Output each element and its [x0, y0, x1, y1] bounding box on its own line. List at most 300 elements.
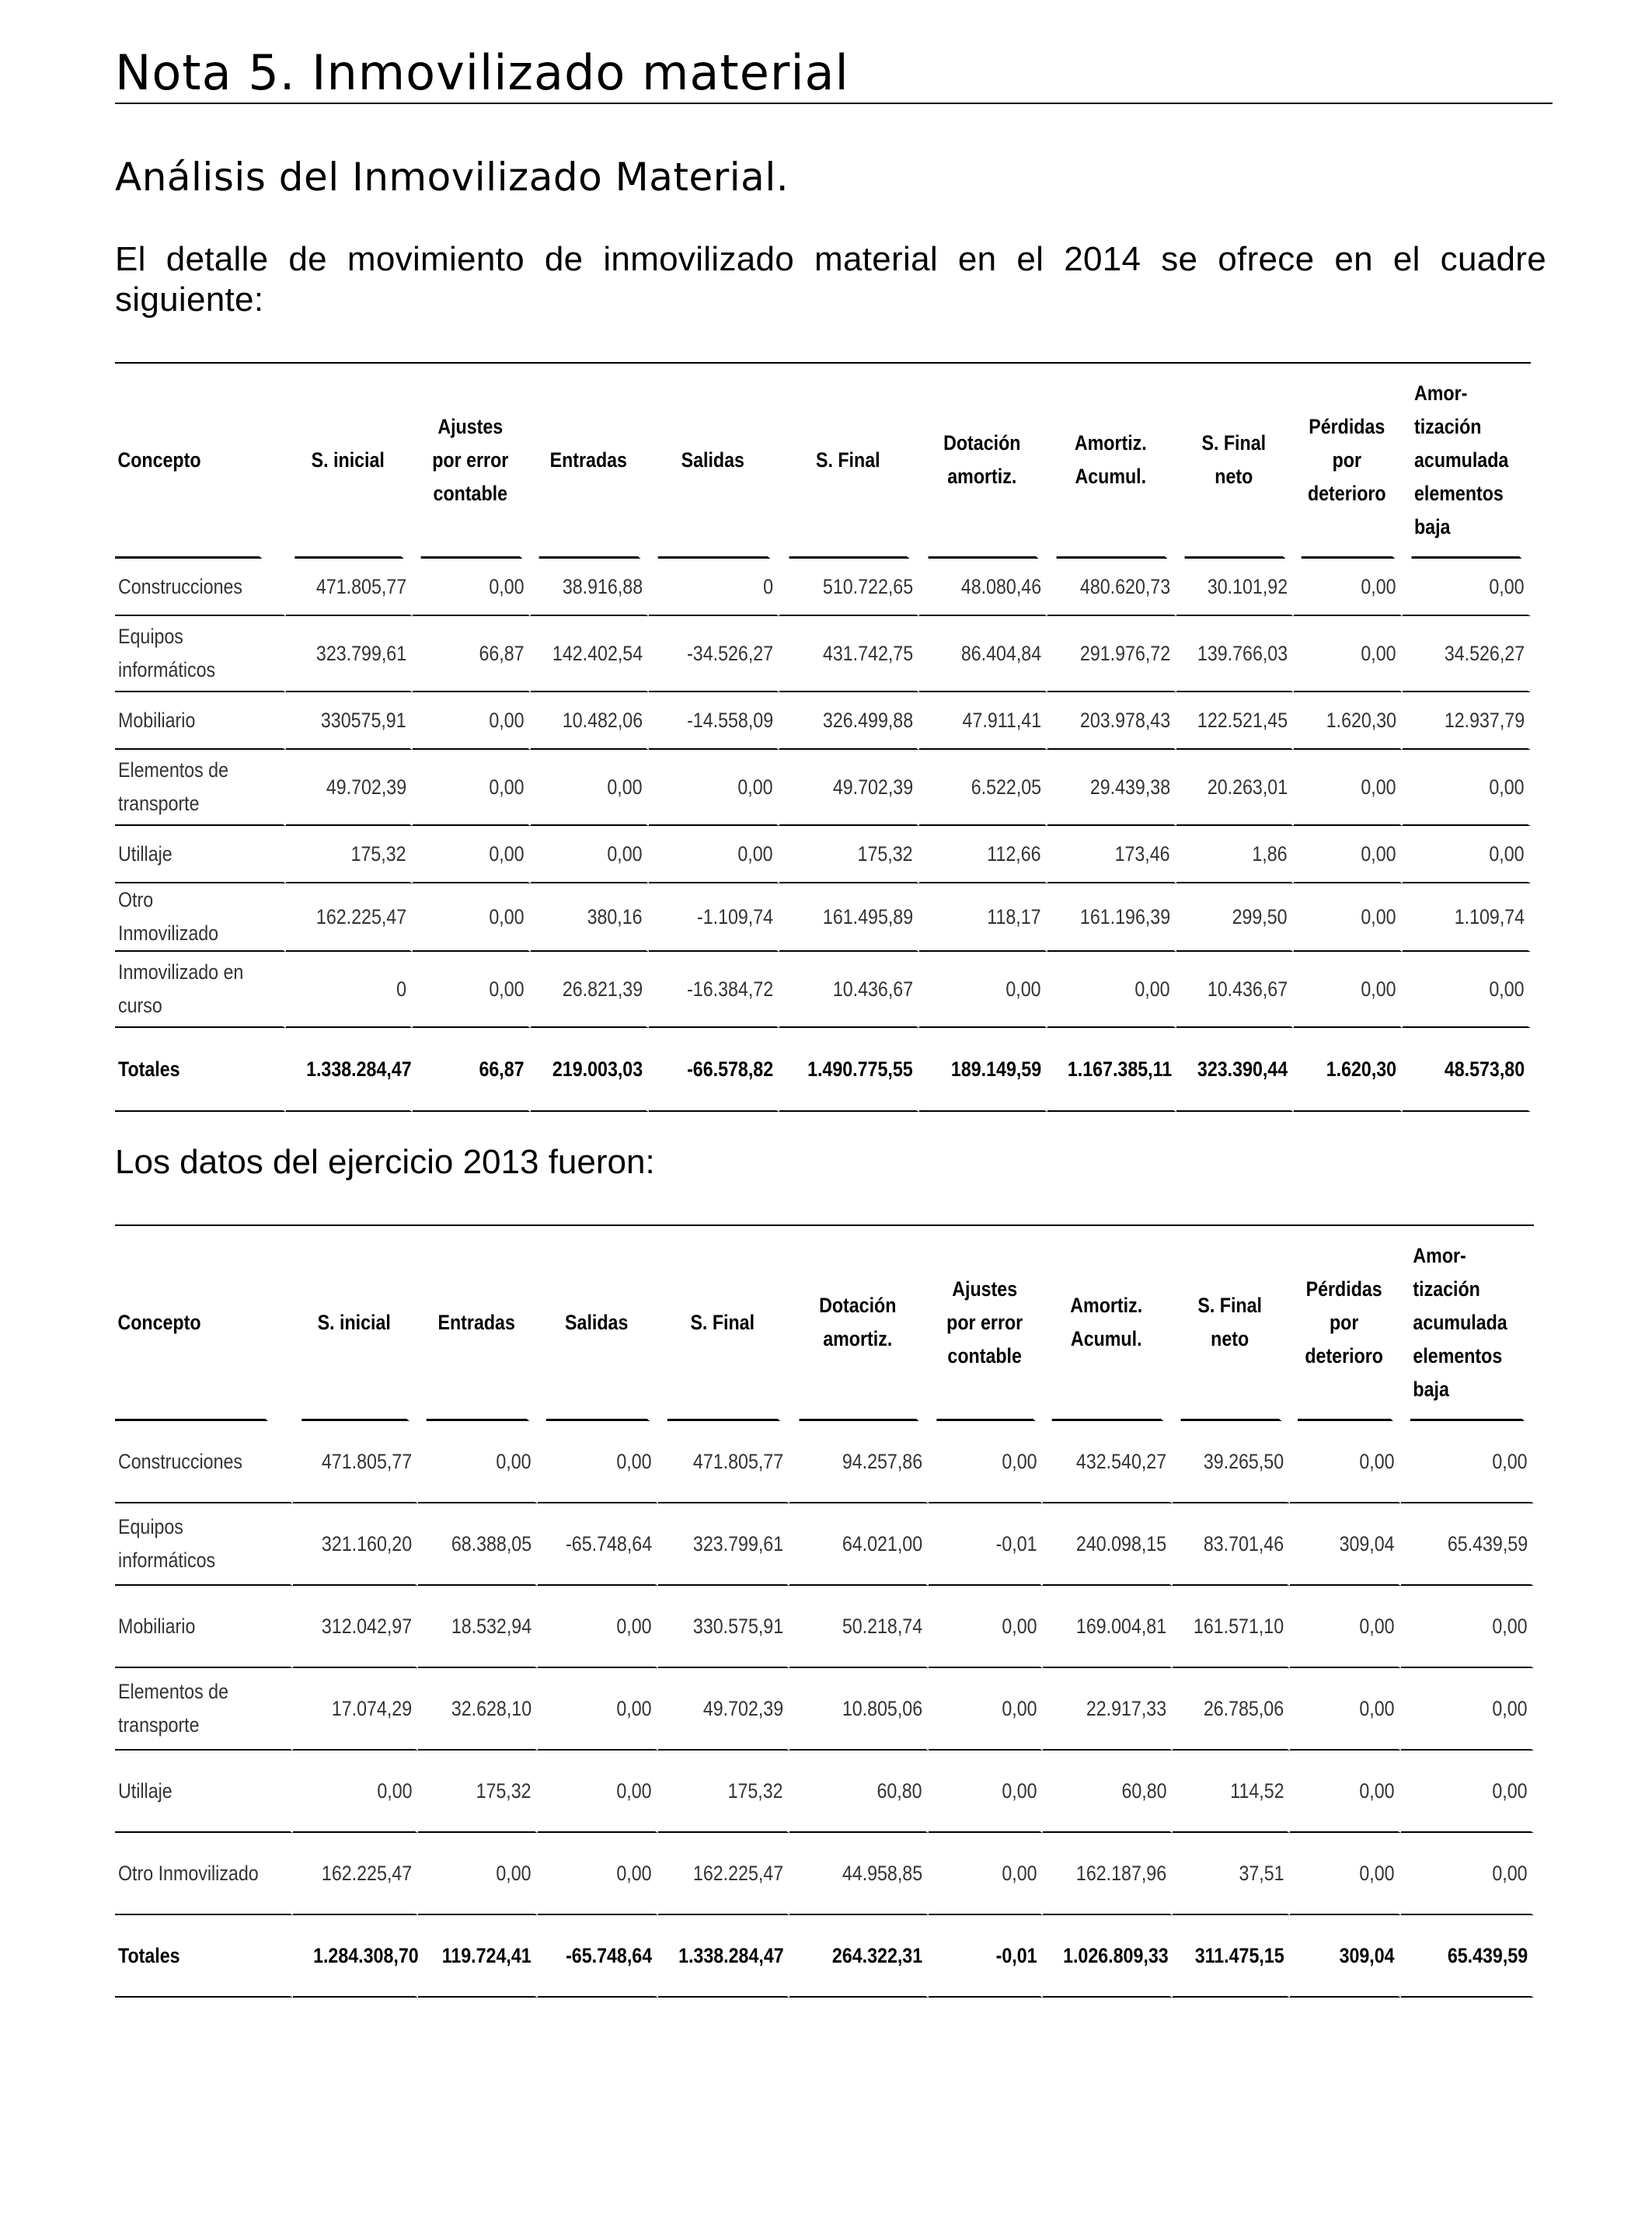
column-header: Concepto [115, 364, 262, 559]
cell-value: 264.322,31 [831, 1943, 922, 1967]
cell-value: 0,00 [616, 1449, 652, 1473]
cell-value: 10.805,06 [842, 1696, 922, 1720]
value-cell [1173, 1421, 1290, 1503]
value-cell [1294, 559, 1403, 616]
cell-value: 0,00 [1492, 1449, 1528, 1473]
value-cell [1173, 1586, 1290, 1668]
cell-value: 0,00 [1002, 1614, 1037, 1638]
value-cell [789, 1915, 929, 1998]
value-cell [919, 559, 1047, 616]
value-cell [1176, 750, 1294, 826]
value-cell [1047, 883, 1176, 952]
row-label-cell [115, 1915, 293, 1998]
cell-value: 323.799,61 [315, 641, 406, 665]
column-header: Entradas [427, 1226, 529, 1421]
value-cell [1043, 1421, 1173, 1503]
table-2013-body [115, 1421, 1534, 1998]
intro-paragraph-2013: Los datos del ejercicio 2013 fueron: [115, 1143, 655, 1181]
cell-value: 0 [396, 977, 406, 1001]
cell-value: 49.702,39 [702, 1696, 783, 1720]
value-cell [929, 1503, 1044, 1586]
cell-value: 122.521,45 [1197, 708, 1288, 732]
value-cell [929, 1833, 1044, 1915]
cell-value: 480.620,73 [1079, 574, 1170, 598]
cell-value: 119.724,41 [442, 1943, 531, 1967]
value-cell [1401, 1668, 1534, 1751]
cell-value: 219.003,03 [552, 1057, 643, 1081]
row-label: Mobiliario [118, 708, 196, 732]
value-cell [286, 1028, 413, 1112]
cell-value: 0,00 [1492, 1614, 1528, 1638]
cell-value: 0,00 [1492, 1778, 1528, 1803]
cell-value: 321.160,20 [321, 1531, 413, 1555]
value-cell [919, 1028, 1047, 1112]
cell-value: 323.390,44 [1197, 1057, 1288, 1081]
value-cell [929, 1586, 1044, 1668]
value-cell [929, 1915, 1044, 1998]
cell-value: 0,00 [607, 775, 643, 799]
value-cell [1173, 1833, 1290, 1915]
value-cell [1047, 826, 1176, 883]
cell-value: 22.917,33 [1086, 1696, 1167, 1720]
value-cell [649, 883, 779, 952]
row-label: Equipos informáticos [118, 1515, 216, 1572]
value-cell [779, 826, 919, 883]
cell-value: 0,00 [1005, 977, 1041, 1001]
cell-value: 0,00 [1361, 841, 1396, 866]
value-cell [1290, 1751, 1401, 1833]
value-cell [1043, 1586, 1173, 1668]
value-cell [1403, 952, 1531, 1028]
cell-value: 6.522,05 [971, 775, 1041, 799]
value-cell [538, 1503, 658, 1586]
cell-value: 68.388,05 [451, 1531, 531, 1555]
cell-value: 86.404,84 [960, 641, 1041, 665]
value-cell [293, 1915, 418, 1998]
value-cell [1047, 750, 1176, 826]
table-row [115, 1668, 1534, 1751]
cell-value: 30.101,92 [1207, 574, 1288, 598]
column-header: Salidas [658, 364, 770, 559]
cell-value: 162.225,47 [692, 1861, 783, 1885]
cell-value: 175,32 [476, 1778, 531, 1803]
cell-value: 240.098,15 [1076, 1531, 1167, 1555]
value-cell [779, 952, 919, 1028]
cell-value: 0,00 [1361, 574, 1396, 598]
value-cell [779, 883, 919, 952]
row-label: Elementos de transporte [118, 1680, 228, 1737]
cell-value: 311.475,15 [1194, 1943, 1284, 1967]
row-label: Mobiliario [118, 1614, 196, 1638]
row-label-cell [115, 1833, 293, 1915]
column-header: Ajustes por error contable [936, 1226, 1035, 1421]
value-cell [1401, 1503, 1534, 1586]
value-cell [658, 1503, 789, 1586]
cell-value: 94.257,86 [842, 1449, 922, 1473]
value-cell [1043, 1503, 1173, 1586]
cell-value: -65.748,64 [565, 1943, 652, 1967]
row-label-cell [115, 559, 286, 616]
value-cell [531, 952, 649, 1028]
value-cell [531, 883, 649, 952]
value-cell [538, 1668, 658, 1751]
value-cell [1043, 1668, 1173, 1751]
table-row [115, 826, 1531, 883]
value-cell [789, 1586, 929, 1668]
column-header: Amor-tización acumulada elementos baja [1410, 1226, 1525, 1421]
value-cell [1047, 952, 1176, 1028]
table-row [115, 883, 1531, 952]
value-cell [418, 1668, 538, 1751]
cell-value: 161.495,89 [822, 904, 913, 928]
cell-value: 471.805,77 [315, 574, 406, 598]
row-label-cell [115, 1028, 286, 1112]
value-cell [779, 750, 919, 826]
column-header: S. Final [789, 364, 910, 559]
value-cell [1290, 1586, 1401, 1668]
cell-value: 37,51 [1239, 1861, 1284, 1885]
value-cell [649, 559, 779, 616]
value-cell [1294, 826, 1403, 883]
cell-value: 175,32 [727, 1778, 783, 1803]
value-cell [1403, 692, 1531, 750]
cell-value: 161.196,39 [1079, 904, 1170, 928]
row-label-cell [115, 1751, 293, 1833]
cell-value: 26.821,39 [562, 977, 643, 1001]
value-cell [919, 750, 1047, 826]
value-cell [413, 559, 531, 616]
value-cell [1401, 1833, 1534, 1915]
value-cell [1047, 1028, 1176, 1112]
column-header: Entradas [539, 364, 641, 559]
value-cell [929, 1668, 1044, 1751]
cell-value: 112,66 [987, 841, 1041, 866]
value-cell [1401, 1915, 1534, 1998]
cell-value: 169.004,81 [1076, 1614, 1167, 1638]
table-2013 [115, 1225, 1534, 1998]
value-cell [538, 1421, 658, 1503]
cell-value: 26.785,06 [1203, 1696, 1284, 1720]
cell-value: 118,17 [987, 904, 1041, 928]
page-title: Nota 5. Inmovilizado material [115, 44, 1553, 104]
row-label: Totales [118, 1943, 180, 1967]
value-cell [286, 883, 413, 952]
cell-value: 471.805,77 [321, 1449, 413, 1473]
value-cell [1176, 559, 1294, 616]
column-header: Dotación amortiz. [799, 1226, 918, 1421]
value-cell [649, 1028, 779, 1112]
cell-value: 0,00 [737, 841, 773, 866]
value-cell [779, 1028, 919, 1112]
cell-value: 64.021,00 [842, 1531, 922, 1555]
cell-value: 0,00 [376, 1778, 413, 1803]
value-cell [418, 1751, 538, 1833]
cell-value: 0,00 [1361, 775, 1396, 799]
cell-value: 0,00 [1492, 1861, 1528, 1885]
value-cell [286, 952, 413, 1028]
table-row [115, 1503, 1534, 1586]
value-cell [929, 1421, 1044, 1503]
row-label-cell [115, 1421, 293, 1503]
value-cell [1043, 1915, 1173, 1998]
row-label: Otro Inmovilizado [118, 888, 219, 945]
value-cell [1403, 1028, 1531, 1112]
cell-value: 0,00 [1361, 977, 1396, 1001]
value-cell [919, 616, 1047, 692]
value-cell [1294, 883, 1403, 952]
table-row [115, 952, 1531, 1028]
cell-value: 142.402,54 [552, 641, 643, 665]
cell-value: 291.976,72 [1079, 641, 1170, 665]
column-header: Pérdidas por deterioro [1298, 1226, 1393, 1421]
cell-value: 189.149,59 [950, 1057, 1041, 1081]
cell-value: 330575,91 [321, 708, 406, 732]
cell-value: 66,87 [479, 1057, 525, 1081]
table-2014 [115, 362, 1531, 1112]
cell-value: 0,00 [496, 1861, 531, 1885]
value-cell [413, 750, 531, 826]
cell-value: 44.958,85 [842, 1861, 922, 1885]
cell-value: 0,00 [1359, 1696, 1395, 1720]
cell-value: 323.799,61 [692, 1531, 783, 1555]
cell-value: 0,00 [496, 1449, 531, 1473]
totals-row [115, 1915, 1534, 1998]
value-cell [293, 1833, 418, 1915]
value-cell [779, 559, 919, 616]
table-row [115, 1833, 1534, 1915]
cell-value: 0,00 [1361, 904, 1396, 928]
cell-value: 0,00 [489, 708, 525, 732]
value-cell [286, 750, 413, 826]
cell-value: 0,00 [1002, 1778, 1037, 1803]
column-header: S. Final [667, 1226, 780, 1421]
row-label: Totales [118, 1057, 180, 1081]
row-label: Construcciones [118, 1449, 243, 1473]
table-row [115, 616, 1531, 692]
column-header: Pérdidas por deterioro [1302, 364, 1395, 559]
value-cell [1401, 1421, 1534, 1503]
cell-value: 83.701,46 [1203, 1531, 1284, 1555]
cell-value: 0,00 [1002, 1696, 1037, 1720]
value-cell [1294, 692, 1403, 750]
cell-value: 60,80 [1121, 1778, 1167, 1803]
cell-value: 65.439,59 [1447, 1943, 1528, 1967]
column-header: Salidas [546, 1226, 650, 1421]
value-cell [418, 1503, 538, 1586]
value-cell [789, 1503, 929, 1586]
intro-paragraph-2014: El detalle de movimiento de inmovilizado material en el 2014 se ofrece en el cuadre siguiente: [115, 240, 1546, 319]
value-cell [658, 1833, 789, 1915]
cell-value: 0,00 [1359, 1778, 1395, 1803]
column-header: Amortiz. Acumul. [1057, 364, 1168, 559]
cell-value: 510.722,65 [822, 574, 913, 598]
cell-value: 326.499,88 [822, 708, 913, 732]
cell-value: 471.805,77 [692, 1449, 783, 1473]
value-cell [418, 1833, 538, 1915]
cell-value: 1,86 [1252, 841, 1288, 866]
value-cell [418, 1915, 538, 1998]
column-header: S. inicial [295, 364, 403, 559]
cell-value: -66.578,82 [686, 1057, 773, 1081]
value-cell [1401, 1586, 1534, 1668]
value-cell [1173, 1668, 1290, 1751]
cell-value: 0,00 [1002, 1861, 1037, 1885]
value-cell [1294, 750, 1403, 826]
table-row [115, 692, 1531, 750]
cell-value: 432.540,27 [1076, 1449, 1167, 1473]
value-cell [413, 616, 531, 692]
cell-value: 0,00 [607, 841, 643, 866]
value-cell [1176, 692, 1294, 750]
value-cell [789, 1751, 929, 1833]
cell-value: 0,00 [616, 1696, 652, 1720]
row-label-cell [115, 692, 286, 750]
cell-value: 47.911,41 [962, 708, 1041, 732]
cell-value: 162.225,47 [315, 904, 406, 928]
value-cell [1403, 616, 1531, 692]
cell-value: 0,00 [489, 574, 525, 598]
cell-value: 10.436,67 [832, 977, 913, 1001]
value-cell [1290, 1668, 1401, 1751]
cell-value: 175,32 [857, 841, 913, 866]
value-cell [413, 952, 531, 1028]
value-cell [1403, 826, 1531, 883]
cell-value: -65.748,64 [565, 1531, 652, 1555]
table-row [115, 559, 1531, 616]
row-label-cell [115, 750, 286, 826]
row-label-cell [115, 826, 286, 883]
value-cell [1290, 1421, 1401, 1503]
cell-value: 1.338.284,47 [306, 1057, 412, 1081]
cell-value: 10.482,06 [562, 708, 643, 732]
cell-value: 1.109,74 [1454, 904, 1525, 928]
value-cell [1047, 692, 1176, 750]
value-cell [1047, 616, 1176, 692]
column-header: Amor-tización acumulada elementos baja [1412, 364, 1522, 559]
value-cell [293, 1503, 418, 1586]
value-cell [779, 692, 919, 750]
value-cell [649, 826, 779, 883]
row-label: Construcciones [118, 574, 243, 598]
cell-value: 0,00 [1359, 1614, 1395, 1638]
row-label-cell [115, 883, 286, 952]
value-cell [531, 1028, 649, 1112]
cell-value: -0,01 [995, 1531, 1037, 1555]
cell-value: 0,00 [1489, 841, 1525, 866]
table-row [115, 1586, 1534, 1668]
value-cell [293, 1751, 418, 1833]
cell-value: 0 [763, 574, 773, 598]
value-cell [531, 826, 649, 883]
row-label-cell [115, 616, 286, 692]
cell-value: 32.628,10 [451, 1696, 531, 1720]
table-row [115, 750, 1531, 826]
value-cell [1290, 1503, 1401, 1586]
value-cell [1290, 1833, 1401, 1915]
value-cell [1173, 1503, 1290, 1586]
cell-value: 0,00 [489, 977, 525, 1001]
value-cell [286, 826, 413, 883]
value-cell [1047, 559, 1176, 616]
cell-value: 0,00 [616, 1778, 652, 1803]
value-cell [1176, 826, 1294, 883]
value-cell [1294, 952, 1403, 1028]
value-cell [538, 1751, 658, 1833]
row-label: Otro Inmovilizado [118, 1861, 259, 1885]
table-row [115, 1421, 1534, 1503]
value-cell [1176, 952, 1294, 1028]
cell-value: 0,00 [1489, 775, 1525, 799]
cell-value: 175,32 [350, 841, 406, 866]
value-cell [1043, 1833, 1173, 1915]
cell-value: 0,00 [616, 1861, 652, 1885]
value-cell [1176, 616, 1294, 692]
row-label-cell [115, 1503, 293, 1586]
value-cell [1294, 1028, 1403, 1112]
value-cell [293, 1586, 418, 1668]
cell-value: 1.338.284,47 [678, 1943, 784, 1967]
value-cell [293, 1421, 418, 1503]
value-cell [413, 692, 531, 750]
value-cell [789, 1421, 929, 1503]
value-cell [649, 952, 779, 1028]
value-cell [658, 1586, 789, 1668]
value-cell [658, 1668, 789, 1751]
value-cell [789, 1833, 929, 1915]
column-header: S. Final neto [1185, 364, 1286, 559]
value-cell [531, 559, 649, 616]
value-cell [919, 952, 1047, 1028]
column-header: S. inicial [302, 1226, 410, 1421]
value-cell [649, 692, 779, 750]
cell-value: 161.571,10 [1193, 1614, 1284, 1638]
value-cell [286, 559, 413, 616]
cell-value: 203.978,43 [1079, 708, 1170, 732]
cell-value: 312.042,97 [321, 1614, 413, 1638]
value-cell [538, 1833, 658, 1915]
cell-value: 39.265,50 [1203, 1449, 1284, 1473]
row-label: Elementos de transporte [118, 758, 228, 815]
cell-value: 0,00 [1489, 574, 1525, 598]
value-cell [919, 826, 1047, 883]
value-cell [1290, 1915, 1401, 1998]
value-cell [1176, 883, 1294, 952]
value-cell [1403, 750, 1531, 826]
value-cell [658, 1421, 789, 1503]
cell-value: 0,00 [1134, 977, 1170, 1001]
cell-value: 1.620,30 [1326, 708, 1396, 732]
row-label-cell [115, 1668, 293, 1751]
row-label: Utillaje [118, 841, 173, 866]
cell-value: 0,00 [1492, 1696, 1528, 1720]
value-cell [1176, 1028, 1294, 1112]
value-cell [413, 826, 531, 883]
cell-value: -34.526,27 [686, 641, 773, 665]
value-cell [649, 750, 779, 826]
cell-value: 1.167.385,11 [1067, 1057, 1173, 1081]
cell-value: 380,16 [587, 904, 643, 928]
cell-value: 173,46 [1114, 841, 1170, 866]
cell-value: 330.575,91 [692, 1614, 783, 1638]
column-header: Dotación amortiz. [929, 364, 1039, 559]
cell-value: 1.620,30 [1326, 1057, 1396, 1081]
cell-value: 0,00 [1359, 1861, 1395, 1885]
totals-row [115, 1028, 1531, 1112]
value-cell [919, 883, 1047, 952]
section-title: Análisis del Inmovilizado Material. [115, 155, 789, 200]
value-cell [919, 692, 1047, 750]
value-cell [418, 1421, 538, 1503]
